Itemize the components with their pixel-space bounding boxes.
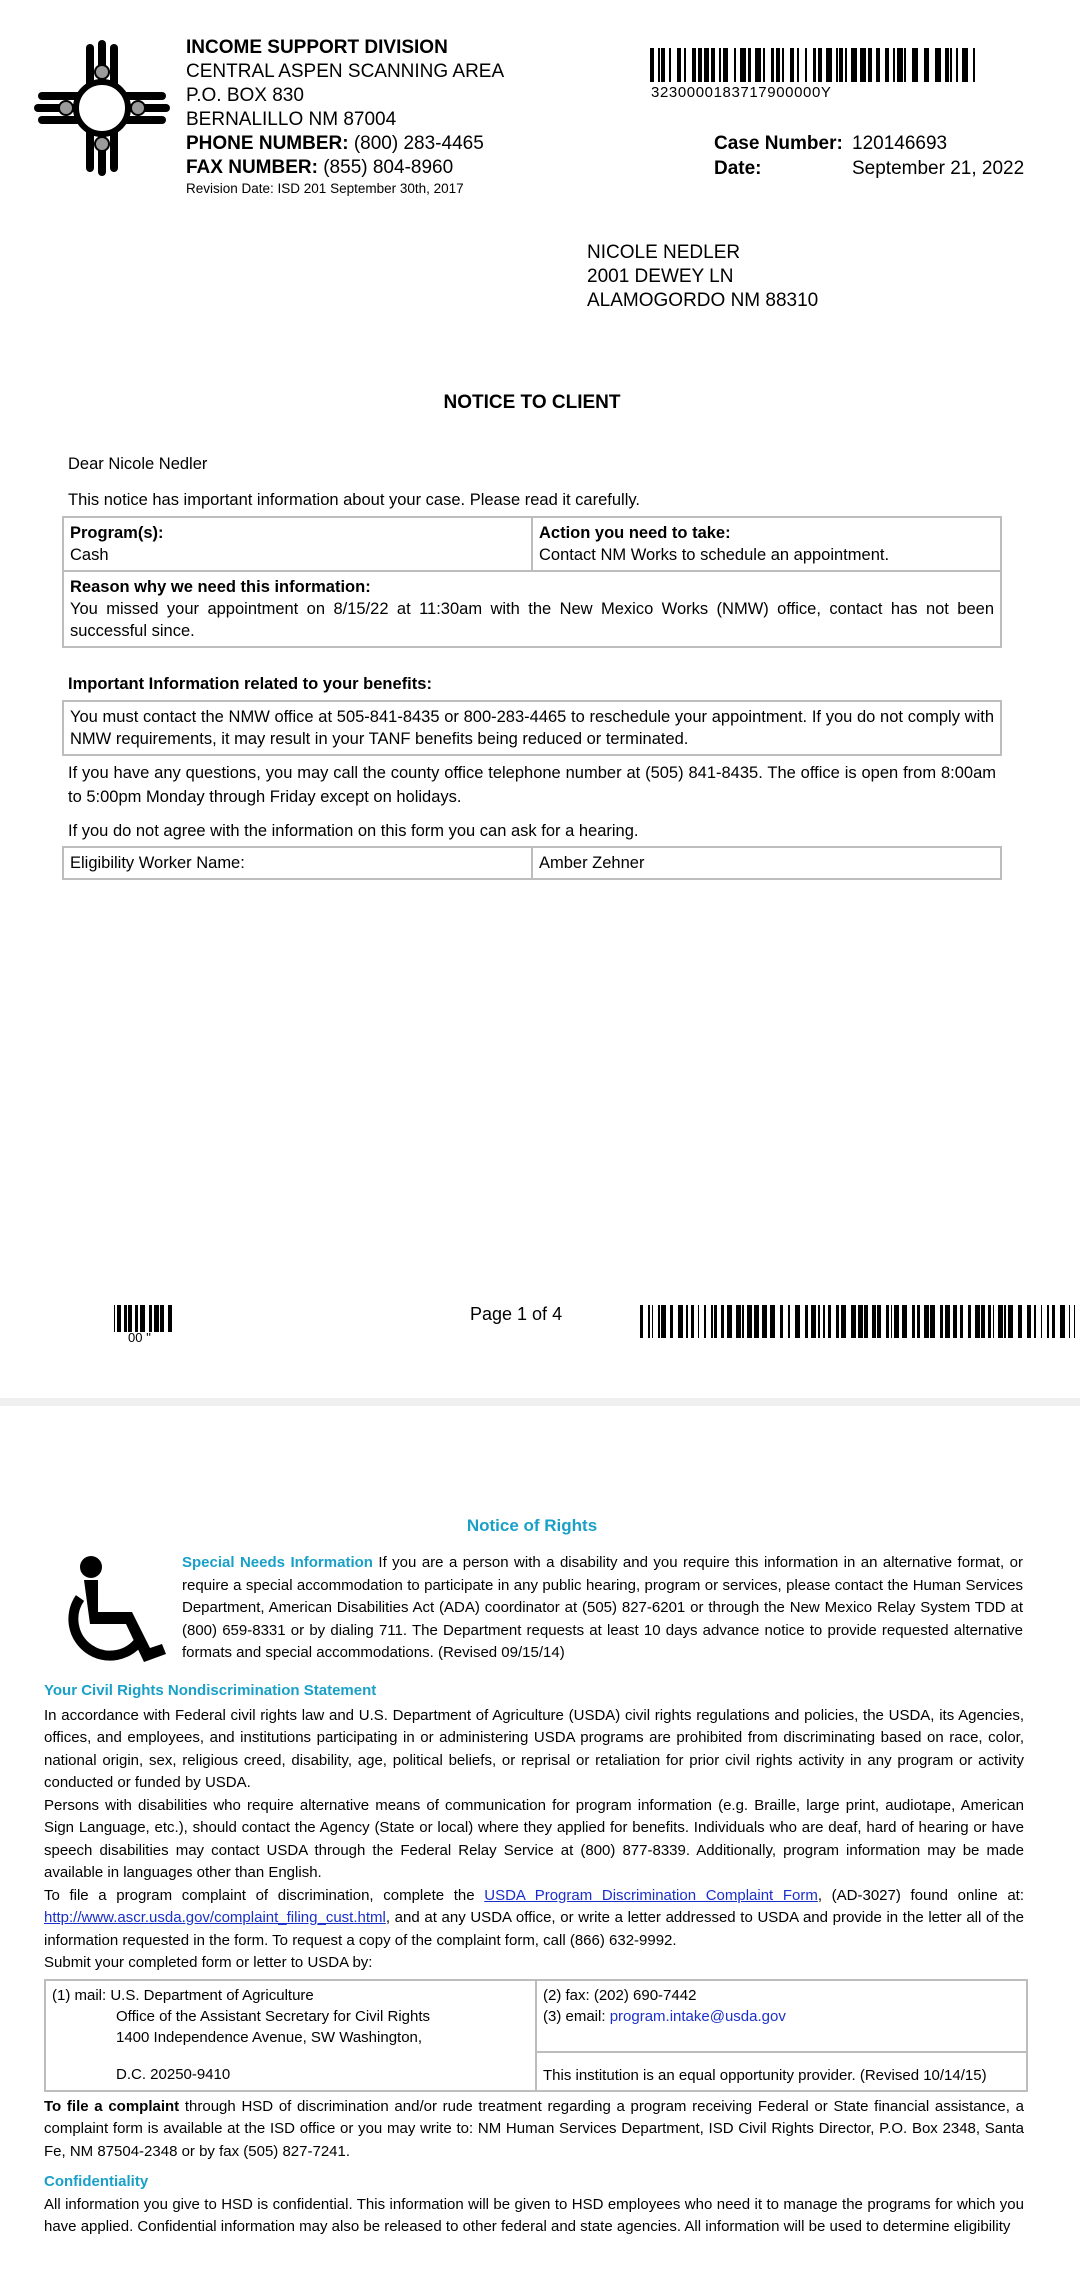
barcode-bar (975, 48, 981, 82)
agency-area: CENTRAL ASPEN SCANNING AREA (186, 61, 505, 82)
complaint-text-b: , (AD-3027) found online at: (817, 1886, 1025, 1904)
agency-city: BERNALILLO NM 87004 (186, 109, 397, 130)
important-heading: Important Information related to your benefits: (68, 675, 432, 693)
recipient-street: 2001 DEWEY LN (587, 266, 734, 287)
agency-phone (186, 132, 504, 156)
civil-rights-p1: In accordance with Federal civil rights law and U.S. Department of Agriculture (USDA) civil rights regulations and policies, the USDA, its Agencies, offices, and employees, and institutions participating in or administering USDA programs are prohibited from discriminating based on race, color, national origin, sex, religious creed, disability, age, political beliefs, or reprisal or retaliation for prior civil rights activity in any program or activity conducted or funded by USDA. (44, 1706, 1024, 1791)
case-number-value: 120146693 (852, 133, 948, 154)
barcode-bar (172, 1305, 173, 1332)
intro-text: This notice has important information about your case. Please read it carefully. (68, 491, 640, 509)
wheelchair-icon (54, 1554, 172, 1664)
usda-contact-table (44, 1979, 1028, 2092)
agency-block (186, 36, 504, 198)
page-2 (0, 1406, 1080, 2270)
worker-name: Amber Zehner (532, 847, 1001, 879)
mail-line-2: Office of the Assistant Secretary for Civil Rights (116, 2007, 431, 2025)
submit-text: Submit your completed form or letter to USDA by: (44, 1954, 373, 1971)
complaint-form-link[interactable]: USDA Program Discrimination Complaint Form (484, 1886, 818, 1904)
important-text: You must contact the NMW office at 505-841-8435 or 800-283-4465 to reschedule your appointment. If you do not comply with NMW requirements, it may result in your TANF benefits being reduced or terminated. (63, 701, 1001, 755)
mail-line-3: 1400 Independence Avenue, SW Washington, (116, 2028, 423, 2046)
notice-body (62, 452, 1002, 880)
zia-sun-symbol-icon (34, 40, 170, 176)
fax-line: (2) fax: (202) 690-7442 (543, 1986, 697, 2004)
fax-label: FAX NUMBER: (186, 157, 318, 178)
programs-value: Cash (70, 546, 109, 564)
email-label: (3) email: (543, 2007, 610, 2025)
rights-title (0, 1516, 1064, 1536)
notice-title: NOTICE TO CLIENT (443, 392, 621, 413)
civil-rights-p2: Persons with disabilities who require alternative means of communication for program information (e.g. Braille, large print, audiotape, American Sign Language, etc.), should contact the Agency (State or local) where they applied for benefits. Individuals who are deaf, hard of hearing or have speech disabilities may contact USDA through the Federal Relay Service at (800) 877-8339. Additionally, program information may be made available in languages other than English. (44, 1796, 1024, 1881)
worker-label: Eligibility Worker Name: (63, 847, 532, 879)
phone-label: PHONE NUMBER: (186, 133, 349, 154)
file-complaint-paragraph (44, 2096, 1024, 2164)
confidentiality-text: All information you give to HSD is confidential. This information will be given to HSD employees who need it to manage the programs for which you have applied. Confidential information may also be released to other federal and state agencies. All information will be used to determine eligibility (44, 2195, 1024, 2235)
special-needs-heading: Special Needs Information (182, 1554, 373, 1571)
reason-value: You missed your appointment on 8/15/22 at 11:30am with the New Mexico Works (NMW) office, contact has not been successful since. (70, 600, 994, 640)
page-number: Page 1 of 4 (470, 1304, 563, 1324)
barcode-bar (1075, 1305, 1077, 1338)
agency-fax (186, 156, 504, 180)
civil-rights-section (44, 1680, 1024, 2239)
mail-line-4: D.C. 20250-9410 (116, 2065, 231, 2083)
footer-barcode (640, 1305, 1078, 1338)
barcode-number: 3230000183717900000Y (651, 84, 832, 101)
programs-label: Program(s): (70, 524, 164, 542)
reason-label: Reason why we need this information: (70, 578, 371, 596)
complaint-paragraph (44, 1885, 1024, 1953)
case-info (714, 131, 1024, 181)
email-line (543, 2006, 1020, 2027)
fax-value: (855) 804-8960 (323, 157, 454, 178)
civil-rights-heading: Your Civil Rights Nondiscrimination Statement (44, 1682, 377, 1699)
special-needs-text: If you are a person with a disability and you require this information in an alternative format, or require a special accommodation to participate in any public hearing, program or services, please contact the Human Services Department, American Disabilities Act (ADA) coordinator at (505) 827-6201 or through the New Mexico Relay System TDD at (800) 659-8331 or by dialing 711. The Department requests at least 10 days advance notice to provide requested alternative formats and special accommodations. (Revised 09/15/14) (182, 1554, 1023, 1661)
top-barcode (650, 48, 982, 82)
special-needs-paragraph (182, 1552, 1023, 1665)
mail-line-1: (1) mail: U.S. Department of Agriculture (52, 1986, 314, 2004)
program-action-table (62, 516, 1002, 648)
worker-table (62, 846, 1002, 880)
equal-opportunity: This institution is an equal opportunity provider. (Revised 10/14/15) (536, 2052, 1027, 2091)
date-value: September 21, 2022 (852, 158, 1025, 179)
footer-small-barcode (114, 1305, 174, 1332)
email-link[interactable]: program.intake@usda.gov (609, 2007, 786, 2025)
file-complaint-heading: To file a complaint (44, 2097, 180, 2115)
date-label: Date: (714, 158, 762, 179)
agency-po-box: P.O. BOX 830 (186, 85, 304, 106)
complaint-text-c: , and at any USDA office, or write a letter addressed to USDA and provide in the letter all of the information requested in the form. To request a copy of the complaint form, call (866) 632-9992. (44, 1909, 1024, 1949)
recipient-name: NICOLE NEDLER (587, 242, 741, 263)
questions-text: If you have any questions, you may call the county office telephone number at (505) 841-8435. The office is open from 8:00am to 5:00pm Monday through Friday except on holidays. (68, 764, 996, 806)
agency-name: INCOME SUPPORT DIVISION (186, 37, 448, 58)
complaint-url-link[interactable]: http://www.ascr.usda.gov/complaint_filing_cust.html (44, 1909, 386, 1926)
footer-barcode-caption: 00 '' (128, 1330, 152, 1345)
greeting: Dear Nicole Nedler (68, 455, 208, 473)
hearing-text: If you do not agree with the information on this form you can ask for a hearing. (68, 822, 639, 840)
complaint-text-a: To file a program complaint of discrimination, complete the (44, 1886, 485, 1904)
action-label: Action you need to take: (539, 524, 731, 542)
important-info-box (62, 700, 1002, 756)
confidentiality-heading: Confidentiality (44, 2173, 149, 2190)
recipient-address (587, 241, 818, 313)
action-value: Contact NM Works to schedule an appointment. (539, 546, 890, 564)
revision-date: Revision Date: ISD 201 September 30th, 2017 (186, 181, 464, 196)
rights-title-text: Notice of Rights (466, 1516, 598, 1535)
recipient-city: ALAMOGORDO NM 88310 (587, 290, 819, 311)
case-number-label: Case Number: (714, 133, 843, 154)
phone-value: (800) 283-4465 (353, 133, 484, 154)
file-complaint-text: through HSD of discrimination and/or rude treatment regarding a program receiving Federal or State financial assistance, a complaint form is available at the ISD office or you may write to: NM Human Services Department, ISD Civil Rights Director, P.O. Box 2348, Santa Fe, NM 87504-2348 or by fax (505) 827-7241. (44, 2097, 1024, 2160)
